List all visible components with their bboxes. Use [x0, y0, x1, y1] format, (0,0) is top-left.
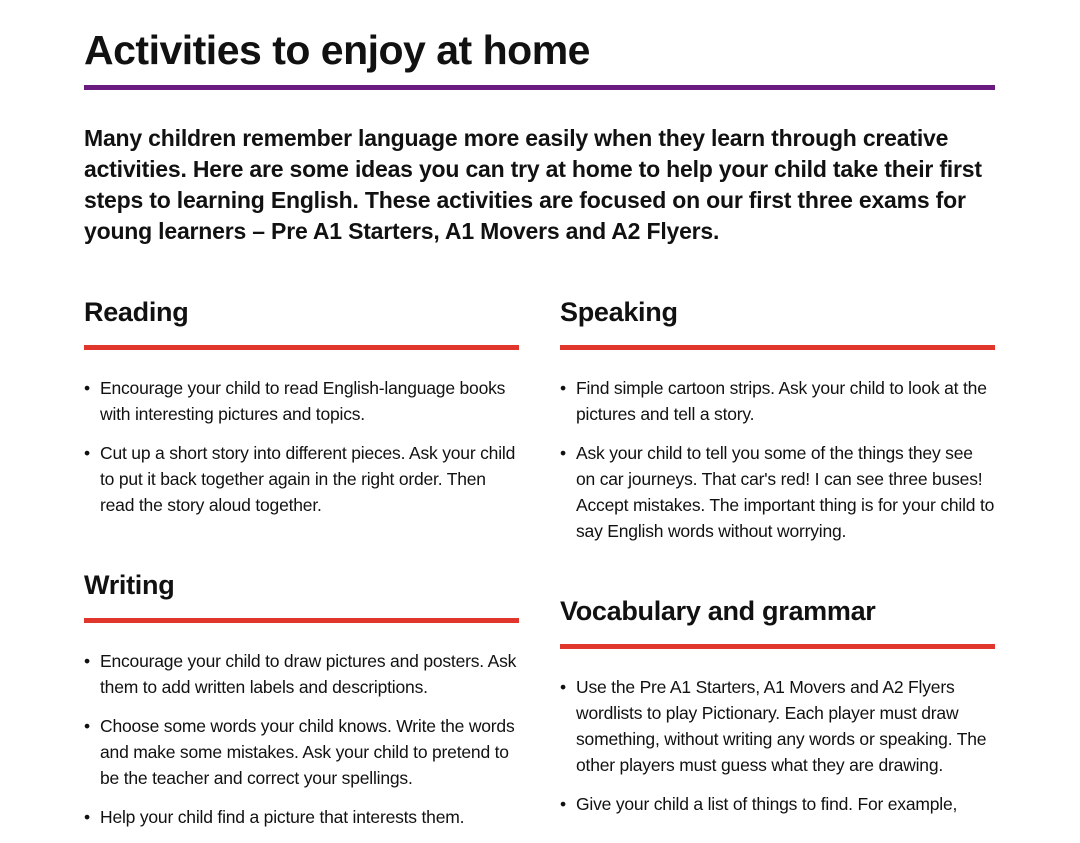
writing-heading: Writing	[84, 570, 175, 600]
list-item	[560, 791, 996, 817]
bullet-icon: •	[84, 443, 90, 463]
vocabulary-grammar-section	[560, 594, 996, 830]
list-item-text: Ask your child to tell you some of the things they see on car journeys. That car's red! I can see three buses! Accept mistakes. The important thing is for your child to say English words without worrying.	[576, 443, 995, 541]
list-item	[560, 375, 996, 427]
list-item-text: Encourage your child to draw pictures and posters. Ask them to add written labels and descriptions.	[100, 651, 517, 697]
list-item	[560, 440, 996, 544]
vocabulary-grammar-list	[560, 674, 996, 817]
list-item	[84, 648, 520, 700]
list-item	[84, 375, 520, 427]
writing-divider	[84, 618, 519, 623]
list-item-text: Find simple cartoon strips. Ask your child to look at the pictures and tell a story.	[576, 378, 987, 424]
bullet-icon: •	[84, 378, 90, 398]
page-title: Activities to enjoy at home	[84, 27, 590, 73]
list-item	[84, 804, 520, 830]
writing-list	[84, 648, 520, 830]
vocabulary-grammar-heading: Vocabulary and grammar	[560, 596, 876, 626]
vocabulary-grammar-divider	[560, 644, 995, 649]
bullet-icon: •	[560, 443, 566, 463]
list-item-text: Help your child find a picture that interests them.	[100, 807, 465, 827]
reading-divider	[84, 345, 519, 350]
list-item-text: Use the Pre A1 Starters, A1 Movers and A2 Flyers wordlists to play Pictionary. Each player must draw something, without writing any words or speaking. The other players must guess what they are drawing.	[576, 677, 987, 775]
reading-heading: Reading	[84, 297, 189, 327]
writing-section	[84, 568, 520, 843]
reading-section	[84, 295, 520, 531]
intro-paragraph: Many children remember language more easily when they learn through creative activities. Here are some ideas you can try at home to help your child take their first steps to learning English. These activities are focused on our first three exams for young learners – Pre A1 Starters, A1 Movers and A2 Flyers.	[84, 125, 982, 244]
bullet-icon: •	[84, 716, 90, 736]
list-item-text: Give your child a list of things to find. For example,	[576, 794, 958, 814]
speaking-divider	[560, 345, 995, 350]
list-item-text: Cut up a short story into different pieces. Ask your child to put it back together again in the right order. Then read the story aloud together.	[100, 443, 516, 515]
bullet-icon: •	[84, 807, 90, 827]
list-item-text: Choose some words your child knows. Write the words and make some mistakes. Ask your child to pretend to be the teacher and correct your spellings.	[100, 716, 515, 788]
list-item	[560, 674, 996, 778]
bullet-icon: •	[560, 677, 566, 697]
speaking-list	[560, 375, 996, 544]
speaking-section	[560, 295, 996, 557]
reading-list	[84, 375, 520, 518]
bullet-icon: •	[560, 378, 566, 398]
list-item	[84, 440, 520, 518]
list-item-text: Encourage your child to read English-language books with interesting pictures and topics.	[100, 378, 506, 424]
bullet-icon: •	[84, 651, 90, 671]
speaking-heading: Speaking	[560, 297, 678, 327]
bullet-icon: •	[560, 794, 566, 814]
list-item	[84, 713, 520, 791]
title-divider	[84, 85, 995, 90]
